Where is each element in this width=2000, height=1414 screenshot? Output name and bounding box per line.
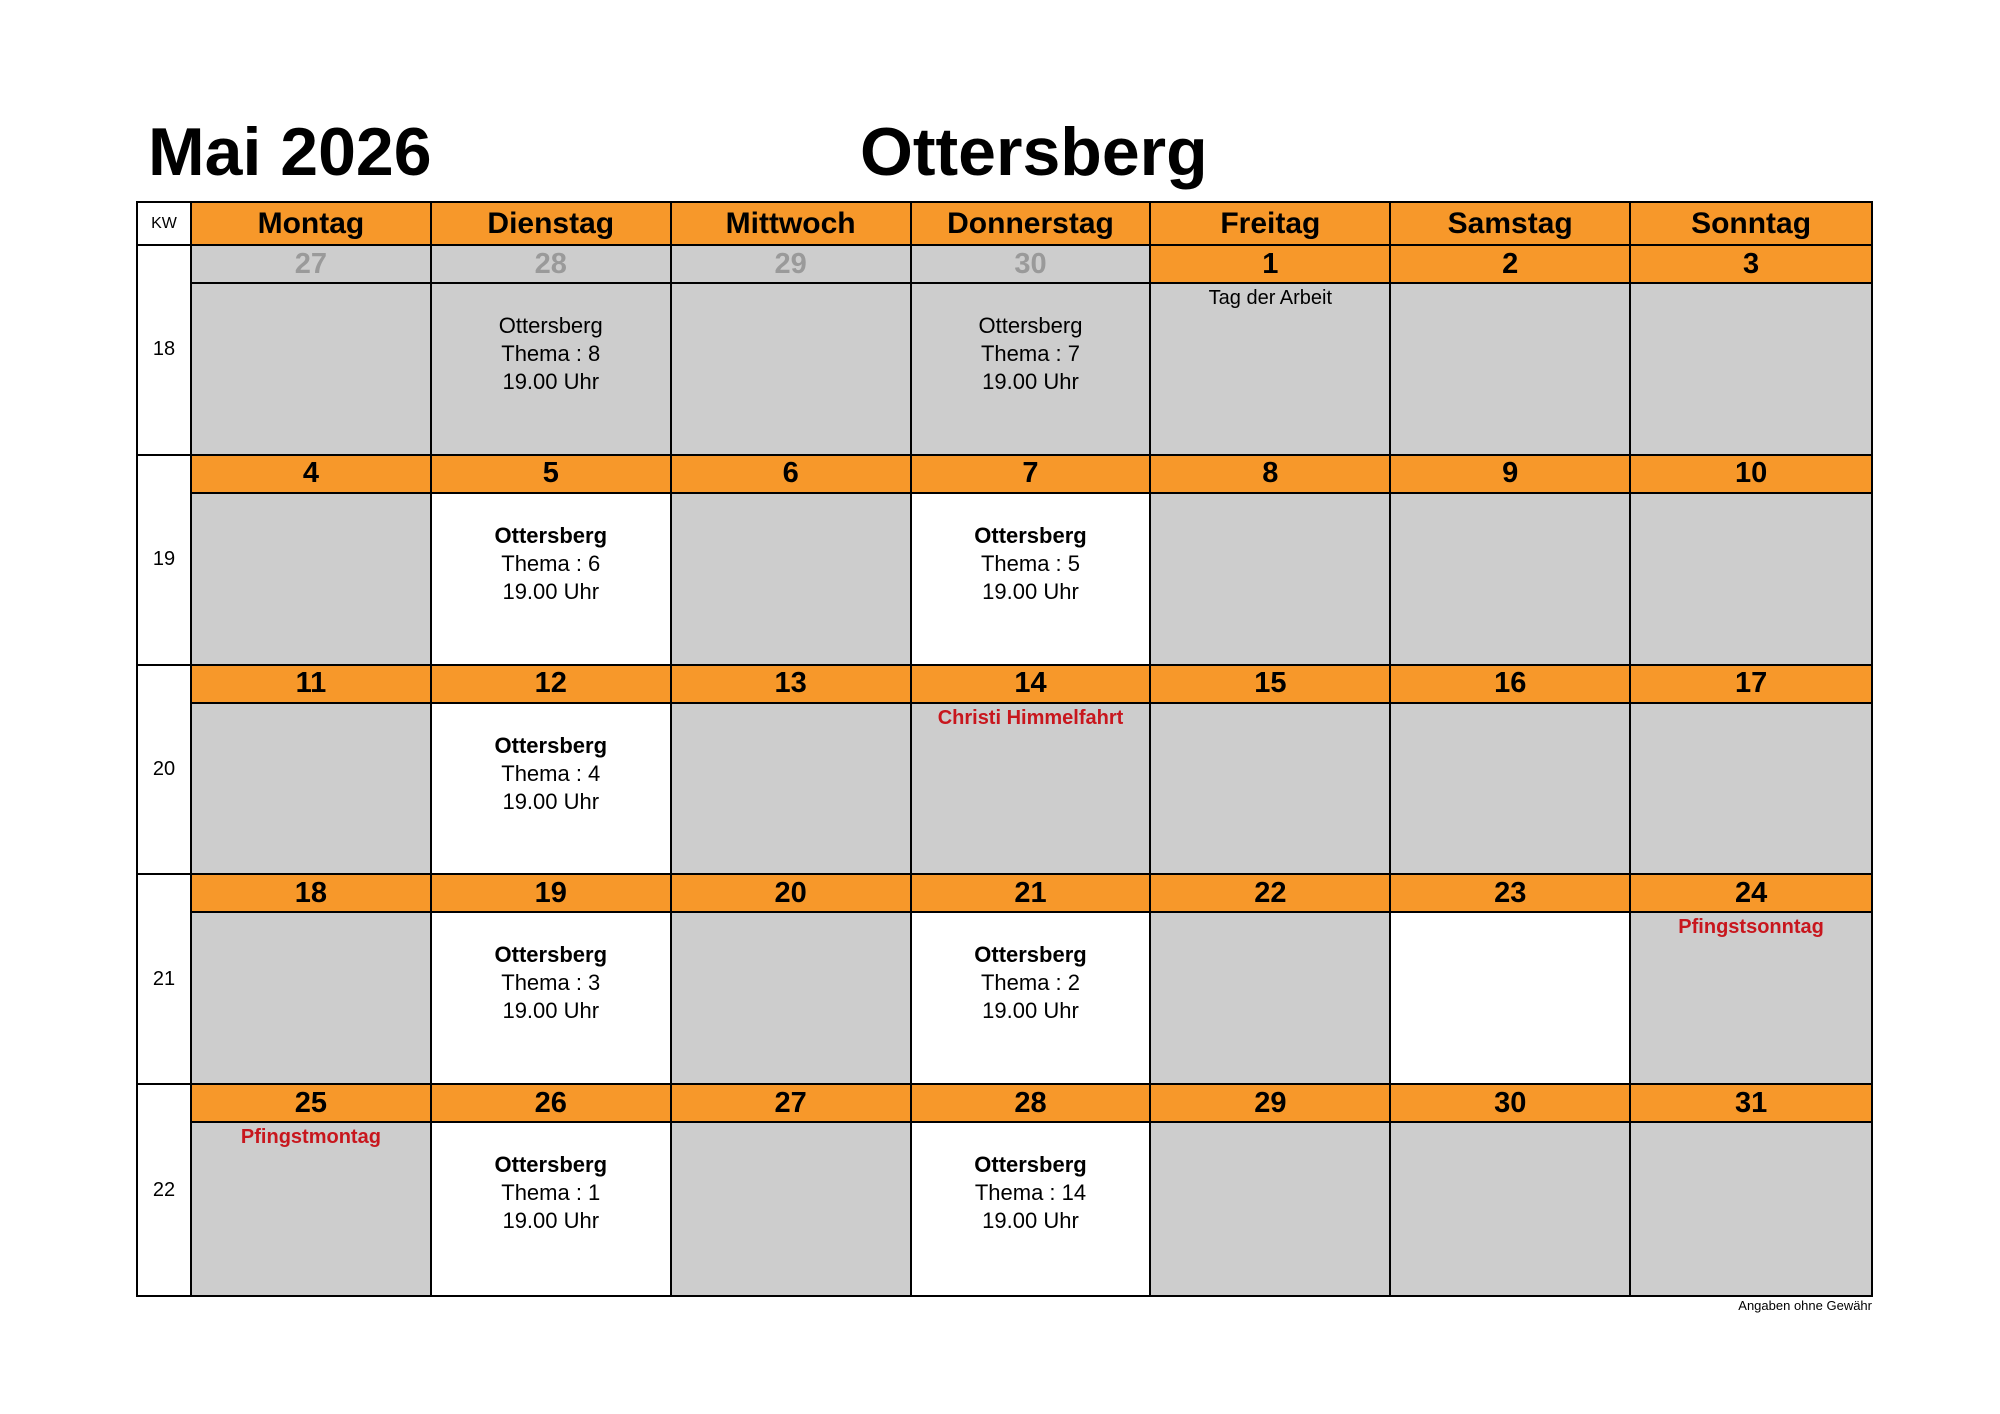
day-body <box>1391 704 1629 874</box>
day-number: 20 <box>672 875 910 913</box>
day-body <box>432 494 670 664</box>
day-body <box>432 913 670 1083</box>
day-cell <box>192 246 432 456</box>
day-number: 18 <box>192 875 430 913</box>
day-cell <box>912 456 1152 666</box>
day-body <box>672 1123 910 1295</box>
day-number: 27 <box>672 1085 910 1123</box>
day-cell <box>1631 666 1871 876</box>
day-note: Tag der Arbeit <box>1208 287 1333 309</box>
kw-number: 19 <box>138 456 192 666</box>
day-number: 8 <box>1151 456 1389 494</box>
day-body <box>912 704 1150 874</box>
event-entry <box>432 732 670 816</box>
day-cell <box>672 246 912 456</box>
event-entry <box>912 312 1150 396</box>
day-number: 25 <box>192 1085 430 1123</box>
day-number: 24 <box>1631 875 1871 913</box>
kw-number: 21 <box>138 875 192 1085</box>
day-body <box>432 284 670 454</box>
day-body <box>192 1123 430 1295</box>
day-body <box>672 913 910 1083</box>
day-number: 30 <box>1391 1085 1629 1123</box>
event-entry <box>432 522 670 606</box>
event-entry <box>432 941 670 1025</box>
day-number: 3 <box>1631 246 1871 284</box>
month-title: Mai 2026 <box>148 114 432 190</box>
event-entry <box>432 312 670 396</box>
day-number: 31 <box>1631 1085 1871 1123</box>
day-cell <box>432 875 672 1085</box>
day-number: 21 <box>912 875 1150 913</box>
day-body <box>672 704 910 874</box>
event-entry <box>912 1151 1150 1235</box>
day-number: 22 <box>1151 875 1389 913</box>
event-thema: Thema : 7 <box>980 341 1081 366</box>
day-body <box>912 1123 1150 1295</box>
day-number: 2 <box>1391 246 1629 284</box>
event-place: Ottersberg <box>978 313 1083 338</box>
event-place: Ottersberg <box>494 1152 608 1178</box>
dayname-tuesday: Dienstag <box>432 203 672 246</box>
holiday-label: Pfingstsonntag <box>1678 916 1824 939</box>
day-cell <box>192 666 432 876</box>
event-time: 19.00 Uhr <box>502 788 600 814</box>
event-thema: Thema : 2 <box>980 970 1081 996</box>
day-cell <box>1151 246 1391 456</box>
day-number: 5 <box>432 456 670 494</box>
event-time: 19.00 Uhr <box>982 369 1079 394</box>
day-body <box>432 1123 670 1295</box>
day-body <box>1151 494 1389 664</box>
day-number: 1 <box>1151 246 1389 284</box>
day-body <box>1391 1123 1629 1295</box>
day-body <box>1391 494 1629 664</box>
event-time: 19.00 Uhr <box>982 998 1079 1024</box>
day-cell <box>1151 1085 1391 1295</box>
day-cell <box>912 1085 1152 1295</box>
day-body <box>912 284 1150 454</box>
kw-number: 22 <box>138 1085 192 1295</box>
day-number: 29 <box>1151 1085 1389 1123</box>
dayname-monday: Montag <box>192 203 432 246</box>
day-number: 6 <box>672 456 910 494</box>
day-number: 16 <box>1391 666 1629 704</box>
day-body <box>1631 913 1871 1083</box>
holiday-label: Pfingstmontag <box>240 1126 381 1149</box>
day-cell <box>912 666 1152 876</box>
kw-header: KW <box>138 203 192 246</box>
day-body <box>1151 284 1389 454</box>
day-body <box>432 704 670 874</box>
kw-number: 20 <box>138 666 192 876</box>
day-number: 7 <box>912 456 1150 494</box>
day-cell <box>192 456 432 666</box>
day-body <box>912 913 1150 1083</box>
event-time: 19.00 Uhr <box>982 578 1079 604</box>
event-thema: Thema : 3 <box>501 970 601 996</box>
event-place: Ottersberg <box>974 522 1087 548</box>
dayname-saturday: Samstag <box>1391 203 1631 246</box>
dayname-wednesday: Mittwoch <box>672 203 912 246</box>
event-thema: Thema : 4 <box>501 760 601 786</box>
day-body <box>192 913 430 1083</box>
event-time: 19.00 Uhr <box>502 369 600 394</box>
day-number: 28 <box>432 246 670 284</box>
day-cell <box>1631 1085 1871 1295</box>
day-number: 13 <box>672 666 910 704</box>
event-entry <box>912 522 1150 606</box>
day-body <box>1151 1123 1389 1295</box>
day-body <box>192 494 430 664</box>
day-number: 4 <box>192 456 430 494</box>
day-cell <box>192 1085 432 1295</box>
day-body <box>1151 704 1389 874</box>
day-number: 15 <box>1151 666 1389 704</box>
day-number: 19 <box>432 875 670 913</box>
event-thema: Thema : 1 <box>501 1180 601 1206</box>
day-cell <box>1391 246 1631 456</box>
day-number: 14 <box>912 666 1150 704</box>
event-place: Ottersberg <box>494 522 608 548</box>
day-body <box>192 284 430 454</box>
day-cell <box>1391 875 1631 1085</box>
day-cell <box>432 1085 672 1295</box>
day-body <box>672 284 910 454</box>
day-cell <box>1631 875 1871 1085</box>
day-number: 10 <box>1631 456 1871 494</box>
day-cell <box>432 246 672 456</box>
day-cell <box>912 875 1152 1085</box>
day-body <box>1631 284 1871 454</box>
day-cell <box>1391 666 1631 876</box>
day-cell <box>672 875 912 1085</box>
event-place: Ottersberg <box>974 1152 1087 1178</box>
day-body <box>1631 494 1871 664</box>
day-body <box>1391 913 1629 1083</box>
day-number: 26 <box>432 1085 670 1123</box>
dayname-friday: Freitag <box>1151 203 1391 246</box>
day-number: 9 <box>1391 456 1629 494</box>
day-cell <box>672 456 912 666</box>
day-number: 23 <box>1391 875 1629 913</box>
holiday-label: Christi Himmelfahrt <box>937 706 1124 729</box>
location-title: Ottersberg <box>860 114 1208 190</box>
day-cell <box>432 456 672 666</box>
event-time: 19.00 Uhr <box>502 1208 600 1234</box>
event-entry <box>432 1151 670 1235</box>
event-place: Ottersberg <box>494 942 608 968</box>
day-body <box>1151 913 1389 1083</box>
day-cell <box>672 1085 912 1295</box>
day-number: 12 <box>432 666 670 704</box>
day-body <box>1391 284 1629 454</box>
event-time: 19.00 Uhr <box>982 1208 1079 1234</box>
day-cell <box>1391 1085 1631 1295</box>
kw-number: 18 <box>138 246 192 456</box>
dayname-thursday: Donnerstag <box>912 203 1152 246</box>
day-number: 17 <box>1631 666 1871 704</box>
day-cell <box>1391 456 1631 666</box>
day-cell <box>1151 666 1391 876</box>
day-number: 30 <box>912 246 1150 284</box>
day-body <box>192 704 430 874</box>
day-number: 11 <box>192 666 430 704</box>
event-thema: Thema : 6 <box>501 550 601 576</box>
day-cell <box>1631 246 1871 456</box>
day-body <box>1631 1123 1871 1295</box>
event-thema: Thema : 5 <box>980 550 1081 576</box>
day-cell <box>1151 456 1391 666</box>
day-number: 28 <box>912 1085 1150 1123</box>
day-number: 29 <box>672 246 910 284</box>
event-place: Ottersberg <box>498 313 603 338</box>
event-place: Ottersberg <box>494 732 608 758</box>
event-time: 19.00 Uhr <box>502 998 600 1024</box>
day-number: 27 <box>192 246 430 284</box>
event-entry <box>912 941 1150 1025</box>
day-cell <box>1151 875 1391 1085</box>
day-body <box>672 494 910 664</box>
calendar-grid <box>136 201 1873 1297</box>
day-cell <box>192 875 432 1085</box>
dayname-sunday: Sonntag <box>1631 203 1871 246</box>
day-cell <box>1631 456 1871 666</box>
disclaimer: Angaben ohne Gewähr <box>1738 1298 1872 1313</box>
day-cell <box>912 246 1152 456</box>
day-cell <box>432 666 672 876</box>
day-body <box>912 494 1150 664</box>
event-place: Ottersberg <box>974 942 1087 968</box>
day-cell <box>672 666 912 876</box>
event-time: 19.00 Uhr <box>502 578 600 604</box>
event-thema: Thema : 14 <box>974 1180 1087 1206</box>
event-thema: Thema : 8 <box>501 341 601 366</box>
day-body <box>1631 704 1871 874</box>
